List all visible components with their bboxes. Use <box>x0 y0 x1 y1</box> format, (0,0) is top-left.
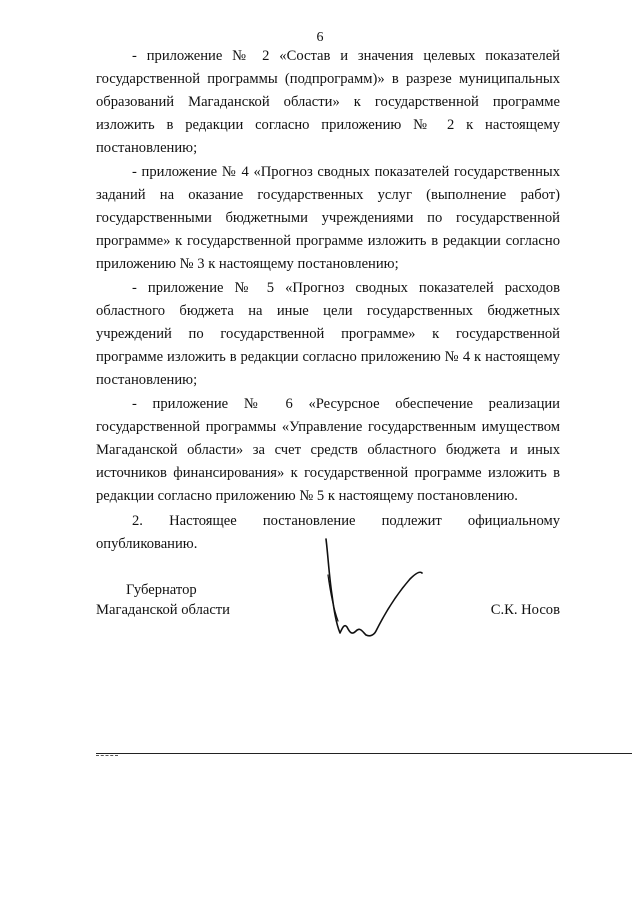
paragraph-appendix-6: - приложение № 6 «Ресурсное обеспечение реализации государственной программы «Управление государственным имуществом Магаданской области» за счет средств областного бюджета и иных источников финансирования» к государственной программе изложить в редакции согласно приложению № 5 к настоящему постановлению. <box>96 396 560 504</box>
governor-title <box>96 580 266 620</box>
governor-title-line2: Магаданской области <box>96 602 230 618</box>
paragraph-appendix-2: - приложение № 2 «Состав и значения целевых показателей государственной программы (подпрограмм)» в разрезе муниципальных образований Магаданской области» к государственной программе изложить в редакции согласно приложению № 2 к настоящему постановлению; <box>96 48 560 156</box>
governor-name: С.К. Носов <box>490 602 560 618</box>
page-number: 6 <box>316 30 324 45</box>
paragraph-appendix-5: - приложение № 5 «Прогноз сводных показателей расходов областного бюджета на иные цели государственных бюджетных учреждений по государственной программе» к государственной программе изложить в редакции согласно приложению № 4 к настоящему постановлению; <box>96 280 560 388</box>
footer-rule <box>96 753 632 754</box>
footer-rule-dash <box>96 755 118 756</box>
handwritten-signature <box>320 535 430 645</box>
paragraph-publication: 2. Настоящее постановление подлежит официальному опубликованию. <box>96 513 560 552</box>
paragraph-appendix-4: - приложение № 4 «Прогноз сводных показателей государственных заданий на оказание государственных услуг (выполнение работ) государственными бюджетными учреждениями по государственной программе» к государственной программе изложить в редакции согласно приложению № 3 к настоящему постановлению; <box>96 164 560 272</box>
governor-title-line1: Губернатор <box>126 582 197 598</box>
document-body <box>96 45 560 557</box>
